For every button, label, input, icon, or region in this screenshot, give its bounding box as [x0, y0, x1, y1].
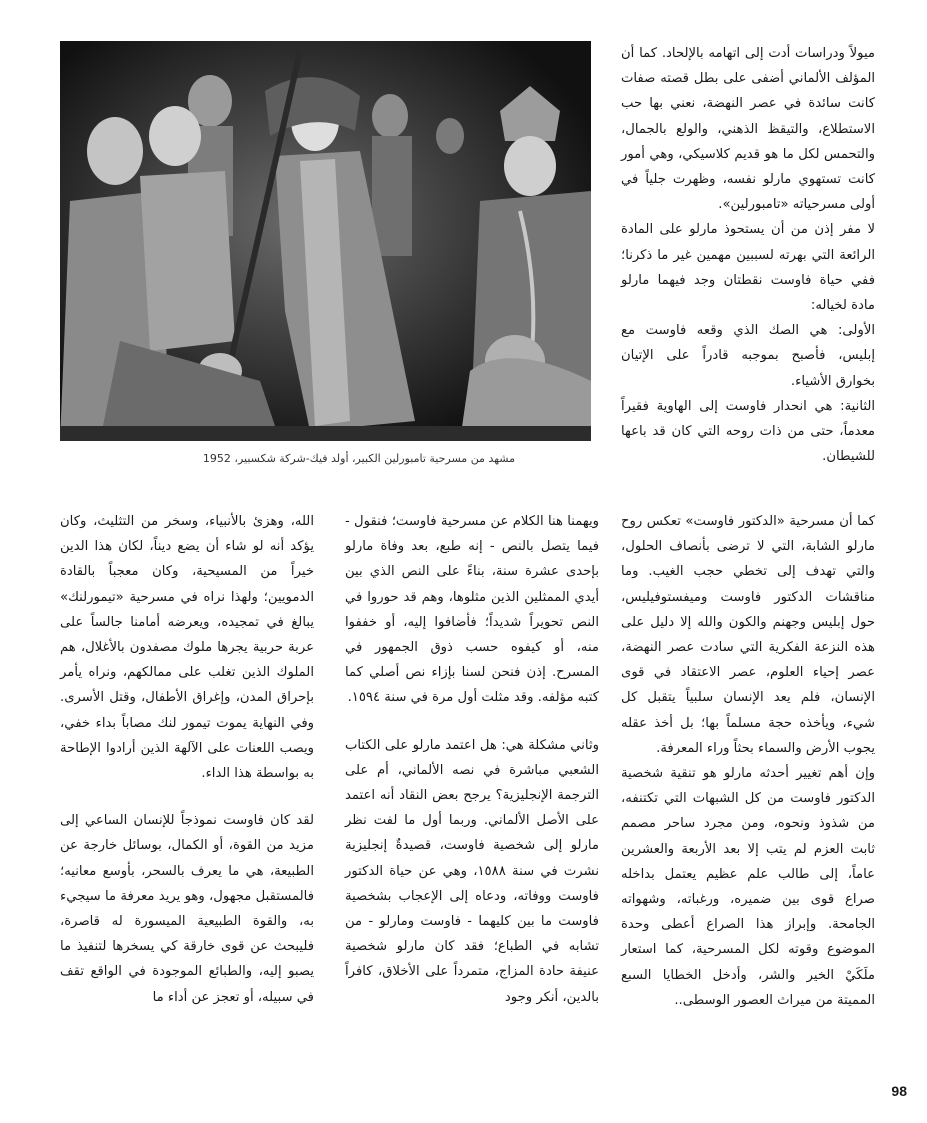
paragraph: لا مفر إذن من أن يستحوذ مارلو على المادة الرائعة التي بهرته لسببين مهمين غير ما ذكرنا؛ ففي حياة فاوست نقطتان وجد فيهما مارلو مادة لخياله: [621, 222, 875, 314]
left-text-column [60, 509, 314, 1010]
paragraph: الله، وهزئ بالأنبياء، وسخر من التثليث، وكان يؤكد أنه لو شاء أن يضع ديناً، لكان هذا الدين خيراً من المسيحية، وكان معجباً بالقادة الدمويين؛ ولهذا نراه في مسرحية «تيمورلنك» يبالغ في تمجيده، ويعرضه أمامنا جالساً على عربة حربية يجرها ملوك مصفدون بالأغلال، هم الملوك الذين تغلب على ممالكهم، ونراه يأمر بإحراق المدن، وإغراق الأطفال، وقتل الأسرى. وفي النهاية يموت تيمور لنك مصاباً بداء خفي، ويصب اللعنات على الآلهة الذين أرادوا الإطاحة به بواسطة هذا الداء. [60, 514, 314, 782]
photo-illustration [60, 41, 591, 441]
paragraph: وثاني مشكلة هي: هل اعتمد مارلو على الكتاب الشعبي مباشرة في نصه الألماني، أم على الترجمة الإنجليزية؟ يرجح بعض النقاد أنه اعتمد على الأصل الألماني. وربما أول ما لفت نظر مارلو إلى شخصية فاوست، قصيدةٌ إنجليزية نشرت في سنة ١٥٨٨، وهي عن حياة الدكتور فاوست ووفاته، ودعاه إلى الإعجاب بشخصية فاوست ما بين كليهما - فاوست ومارلو - من تشابه في الطباع؛ فقد كان مارلو شخصية عنيفة حادة المزاج، متمرداً على الأخلاق، كافراً بالدين، أنكر وجود [345, 737, 599, 1005]
paragraph: لقد كان فاوست نموذجاً للإنسان الساعي إلى مزيد من القوة، أو الكمال، بوسائل خارجة عن الطبيعة، هي ما يعرف بالسحر، بأوسع معانيه؛ فالمستقبل مجهول، وهو يريد معرفة ما سيجيء به، والقوة الطبيعية الميسورة له قاصرة، فليبحث عن قوى خارقة كي يسخرها لتنفيذ ما يصبو إليه، والطبائع الموجودة في الواقع تقف في سبيله، أو تعجز عن أداء ما [60, 813, 314, 1005]
top-right-text-column [621, 41, 875, 469]
paragraph: ويهمنا هنا الكلام عن مسرحية فاوست؛ فنقول - فيما يتصل بالنص - إنه طبع، بعد وفاة مارلو بإحدى عشرة سنة، بناءً على النص الذي بين أيدي الممثلين الذين مثلوها، وهم قد حوروا في النص تحويراً شديداً؛ فأضافوا إليه، أو خففوا منه، أو كيفوه حسب ذوق الجمهور في المسرح. إذن فنحن لسنا بإزاء نص أصلي كما كتبه مؤلفه. وقد مثلت أول مرة في سنة ١٥٩٤. [345, 514, 599, 706]
page-number: 98 [891, 1083, 907, 1099]
paragraph: وإن أهم تغيير أحدثه مارلو هو تنقية شخصية الدكتور فاوست من كل الشبهات التي تكتنفه، من شذوذ ونحوه، ومن مجرد ساحر مصمم ثابت العزم لم يتب إلا بعد الأربعة والعشرين عاماً، إلى طالب علم عظيم يعتمل بداخله صراع قوى بين ضميره، ورغباته، وشهواته الجامحة. وإبراز هذا الصراع أعطى وحدة الموضوع وقوته لكل المسرحية، كما استعار ملَكَيْ الخير والشر، وأدخل الخطايا السبع المميتة من ميراث العصور الوسطى.. [621, 766, 875, 1008]
paragraph: الأولى: هي الصك الذي وقعه فاوست مع إبليس، فأصبح بموجبه قادراً على الإتيان بخوارق الأشياء. [621, 323, 875, 389]
paragraph: كما أن مسرحية «الدكتور فاوست» تعكس روح مارلو الشابة، التي لا ترضى بأنصاف الحلول، والتي تهدف إلى تخطي حجب الغيب. وما مناقشات الدكتور فاوست وميفستوفيليس، حول إبليس وجهنم والكون والله إلا دليل على هذه النزعة الفكرية التي سادت عصر النهضة، عصر إحياء العلوم، عصر الاعتقاد في قوى الإنسان، فلم يعد الإنسان سلبياً يتقبل كل شيء، ويأخذه حجة مسلماً بها؛ بل أخذ عقله يجوب الأرض والسماء بحثاً وراء المعرفة. [621, 514, 875, 756]
theatre-scene-photo [60, 41, 591, 441]
middle-text-column [345, 509, 599, 1010]
paragraph: الثانية: هي انحدار فاوست إلى الهاوية فقيراً معدماً، حتى من ذات روحه التي كان قد باعها للشيطان. [621, 398, 875, 465]
paragraph: ميولاً ودراسات أدت إلى اتهامه بالإلحاد. كما أن المؤلف الألماني أضفى على بطل قصته صفات كانت سائدة في عصر النهضة، نعني بها حب الاستطلاع، والتيقظ الذهني، والولع بالجمال، والتحمس لكل ما هو قديم كلاسيكي، وهي أمور كانت تستهوي مارلو نفسه، وظهرت جلياً في أولى مسرحياته «تامبورلين». [621, 46, 875, 213]
right-text-column [621, 509, 875, 1013]
photo-caption: مشهد من مسرحية تامبورلين الكبير، أولد فيك-شركة شكسبير، 1952 [202, 452, 515, 465]
